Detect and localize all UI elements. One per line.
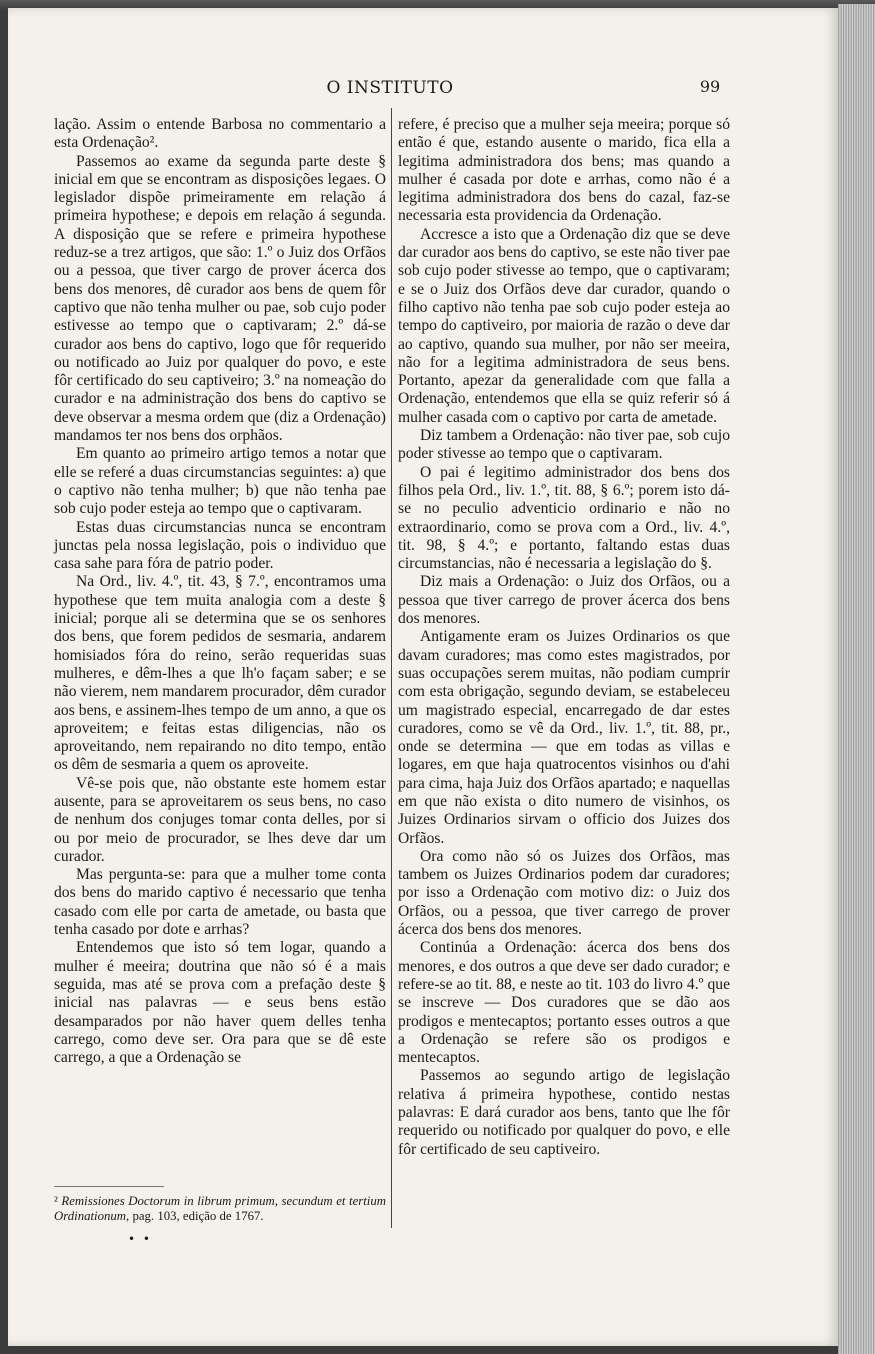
paragraph: Diz mais a Ordenação: o Juiz dos Orfãos, ou a pessoa que tiver carrego de prover ácerca dos bens dos menores. xyxy=(398,573,730,628)
paragraph: lação. Assim o entende Barbosa no commentario a esta Ordenação². xyxy=(54,116,386,152)
paragraph: Diz tambem a Ordenação: não tiver pae, sob cujo poder stivesse ao tempo que o captivaram. xyxy=(398,427,730,463)
paragraph: refere, é preciso que a mulher seja meeira; porque só então é que, estando ausente o marido, fica ella a legitima administradora dos bens; mas quando a mulher é casada por dote e arrhas, como não é a legitima administradora dos bens do cazal, faz-se necessaria esta providencia da Ordenação. xyxy=(398,116,730,225)
paragraph: Accresce a isto que a Ordenação diz que se deve dar curador aos bens do captivo, se este não tiver pae sob cujo poder stivesse ao tempo, que o captivaram; e se o Juiz dos Orfãos deve dar curador, quando o filho captivo não tenha pae sob cujo poder esteja ao tempo do captiveiro, por maioria de razão o deve dar ao captivo, quando sua mulher, por não ser meeira, não for a legitima administradora de seus bens. Portanto, apezar da generalidade com que falla a Ordenação, entendemos que ella se quiz referir só á mulher casada com o captivo por carta de ametade. xyxy=(398,225,730,426)
right-column xyxy=(398,116,730,1159)
paragraph: Em quanto ao primeiro artigo temos a notar que elle se referé a duas circumstancias seguintes: a) que o captivo não tenha mulher; b) que não tenha pae sob cujo poder esteja ao tempo que o captivaram. xyxy=(54,445,386,518)
paragraph: Mas pergunta-se: para que a mulher tome conta dos bens do marido captivo é necessario que tenha casado com elle por carta de ametade, ou basta que tenha casado por dote e arrhas? xyxy=(54,866,386,939)
paragraph: Na Ord., liv. 4.º, tit. 43, § 7.º, encontramos uma hypothese que tem muita analogia com a deste § inicial; porque ali se determina que se os senhores dos bens, que forem pedidos de sesmaria, andarem homisiados fóra do reino, serão requeridas suas mulheres, e dêm-lhes a que lh'o façam saber; e se não vierem, nem mandarem procurador, dêm curador aos bens, e assinem-lhes tempo de um anno, a que os aproveitem; e feitas estas diligencias, não os aproveitando, nem repairando no dito tempo, então os dêm de sesmaria a quem os aproveite. xyxy=(54,573,386,774)
footnote-rule xyxy=(54,1186,164,1187)
printer-mark: • • xyxy=(128,1232,152,1246)
footnote-reference: pag. 103, edição de 1767. xyxy=(132,1209,264,1223)
paragraph: Passemos ao segundo artigo de legislação relativa á primeira hypothese, contido nestas palavras: E dará curador aos bens, tanto que lhe fôr requerido ou notificado por qualquer do povo, e elle fôr certificado de seu captiveiro. xyxy=(398,1067,730,1158)
page-number: 99 xyxy=(699,77,721,96)
paragraph: Passemos ao exame da segunda parte deste § inicial em que se encontram as disposições legaes. O legislador dispõe primeiramente em relação á primeira hypothese; e depois em relação á segunda. A disposição que se refere e primeira hypothese reduz-se a trez artigos, que são: 1.º o Juiz dos Orfãos ou a pessoa, que tiver cargo de prover ácerca dos bens dos menores, dê curador aos bens de quem fôr captivo que não tenha mulher ou pae, sob cujo poder estivesse ao tempo que o captivaram; 2.º dá-se curador aos bens do captivo, logo que fôr requerido ou notificado ao Juiz por qualquer do povo, e este fôr certificado do seu captiveiro; 3.º na nomeação do curador e na administração dos bens do captivo se deve observar a mesma ordem que (diz a Ordenação) mandamos ter nos bens dos orphãos. xyxy=(54,152,386,445)
paragraph: Vê-se pois que, não obstante este homem estar ausente, para se aproveitarem os seus bens, no caso de nenhum dos conjuges tomar conta delles, por si ou por meio de procurador, se lhes deve dar um curador. xyxy=(54,774,386,865)
footnote-title: Remissiones Doctorum in librum primum, secundum et tertium Ordinationum, xyxy=(54,1194,387,1223)
left-column xyxy=(54,116,386,1067)
paragraph: O pai é legitimo administrador dos bens dos filhos pela Ord., liv. 1.º, tit. 88, § 6.º; porem isto dá-se no peculio adventicio ordinario e não no extraordinario, como se prova com a Ord., liv. 4.º, tit. 98, § 4.º; e portanto, faltando estas duas circumstancias, não é necessaria a legislação do §. xyxy=(398,463,730,573)
running-header-title: O INSTITUTO xyxy=(326,78,454,98)
footnote-marker: ² xyxy=(54,1194,58,1208)
paragraph: Continúa a Ordenação: ácerca dos bens dos menores, e dos outros a que deve ser dado curador; e refere-se ao tit. 88, e neste ao tit. 103 do livro 4.º que se inscreve — Dos curadores que se dão aos prodigos e mentecaptos; portanto esses outros a que a Ordenação se refere são os prodigos e mentecaptos. xyxy=(398,939,730,1067)
paragraph: Ora como não só os Juizes dos Orfãos, mas tambem os Juizes Ordinarios podem dar curadores; por isso a Ordenação com motivo diz: o Juiz dos Orfãos, ou a pessoa, que tiver carrego de prover ácerca dos bens dos menores. xyxy=(398,847,730,939)
paragraph: Antigamente eram os Juizes Ordinarios os que davam curadores; mas como estes magistrados, por suas occupações serem muitas, não podiam cumprir com esta obrigação, segundo deviam, se estabeleceu um magistrado especial, encarregado de dar estes curadores, como se vê da Ord., liv. 1.º, tit. 88, pr., onde se determina — que em todas as villas e logares, em que haja quatrocentos visinhos ou d'ahi para cima, haja Juiz dos Orfãos apartado; e naquellas em que não exista o dito numero de visinhos, os Juizes Ordinarios sirvam o officio dos Juizes dos Orfãos. xyxy=(398,628,730,847)
book-page-edges xyxy=(838,4,875,1354)
footnote xyxy=(54,1194,386,1224)
paragraph: Entendemos que isto só tem logar, quando a mulher é meeira; doutrina que não só é a mais seguida, mas até se prova com a prefação deste § inicial nas palavras — e seus bens estão desamparados por não haver quem delles tenha carrego, como deve ser. Ora para que se dê este carrego, a que a Ordenação se xyxy=(54,939,386,1067)
column-divider xyxy=(391,108,392,1228)
paragraph: Estas duas circumstancias nunca se encontram junctas pela nossa legislação, pois o individuo que casa sahe para fóra de patrio poder. xyxy=(54,518,386,573)
